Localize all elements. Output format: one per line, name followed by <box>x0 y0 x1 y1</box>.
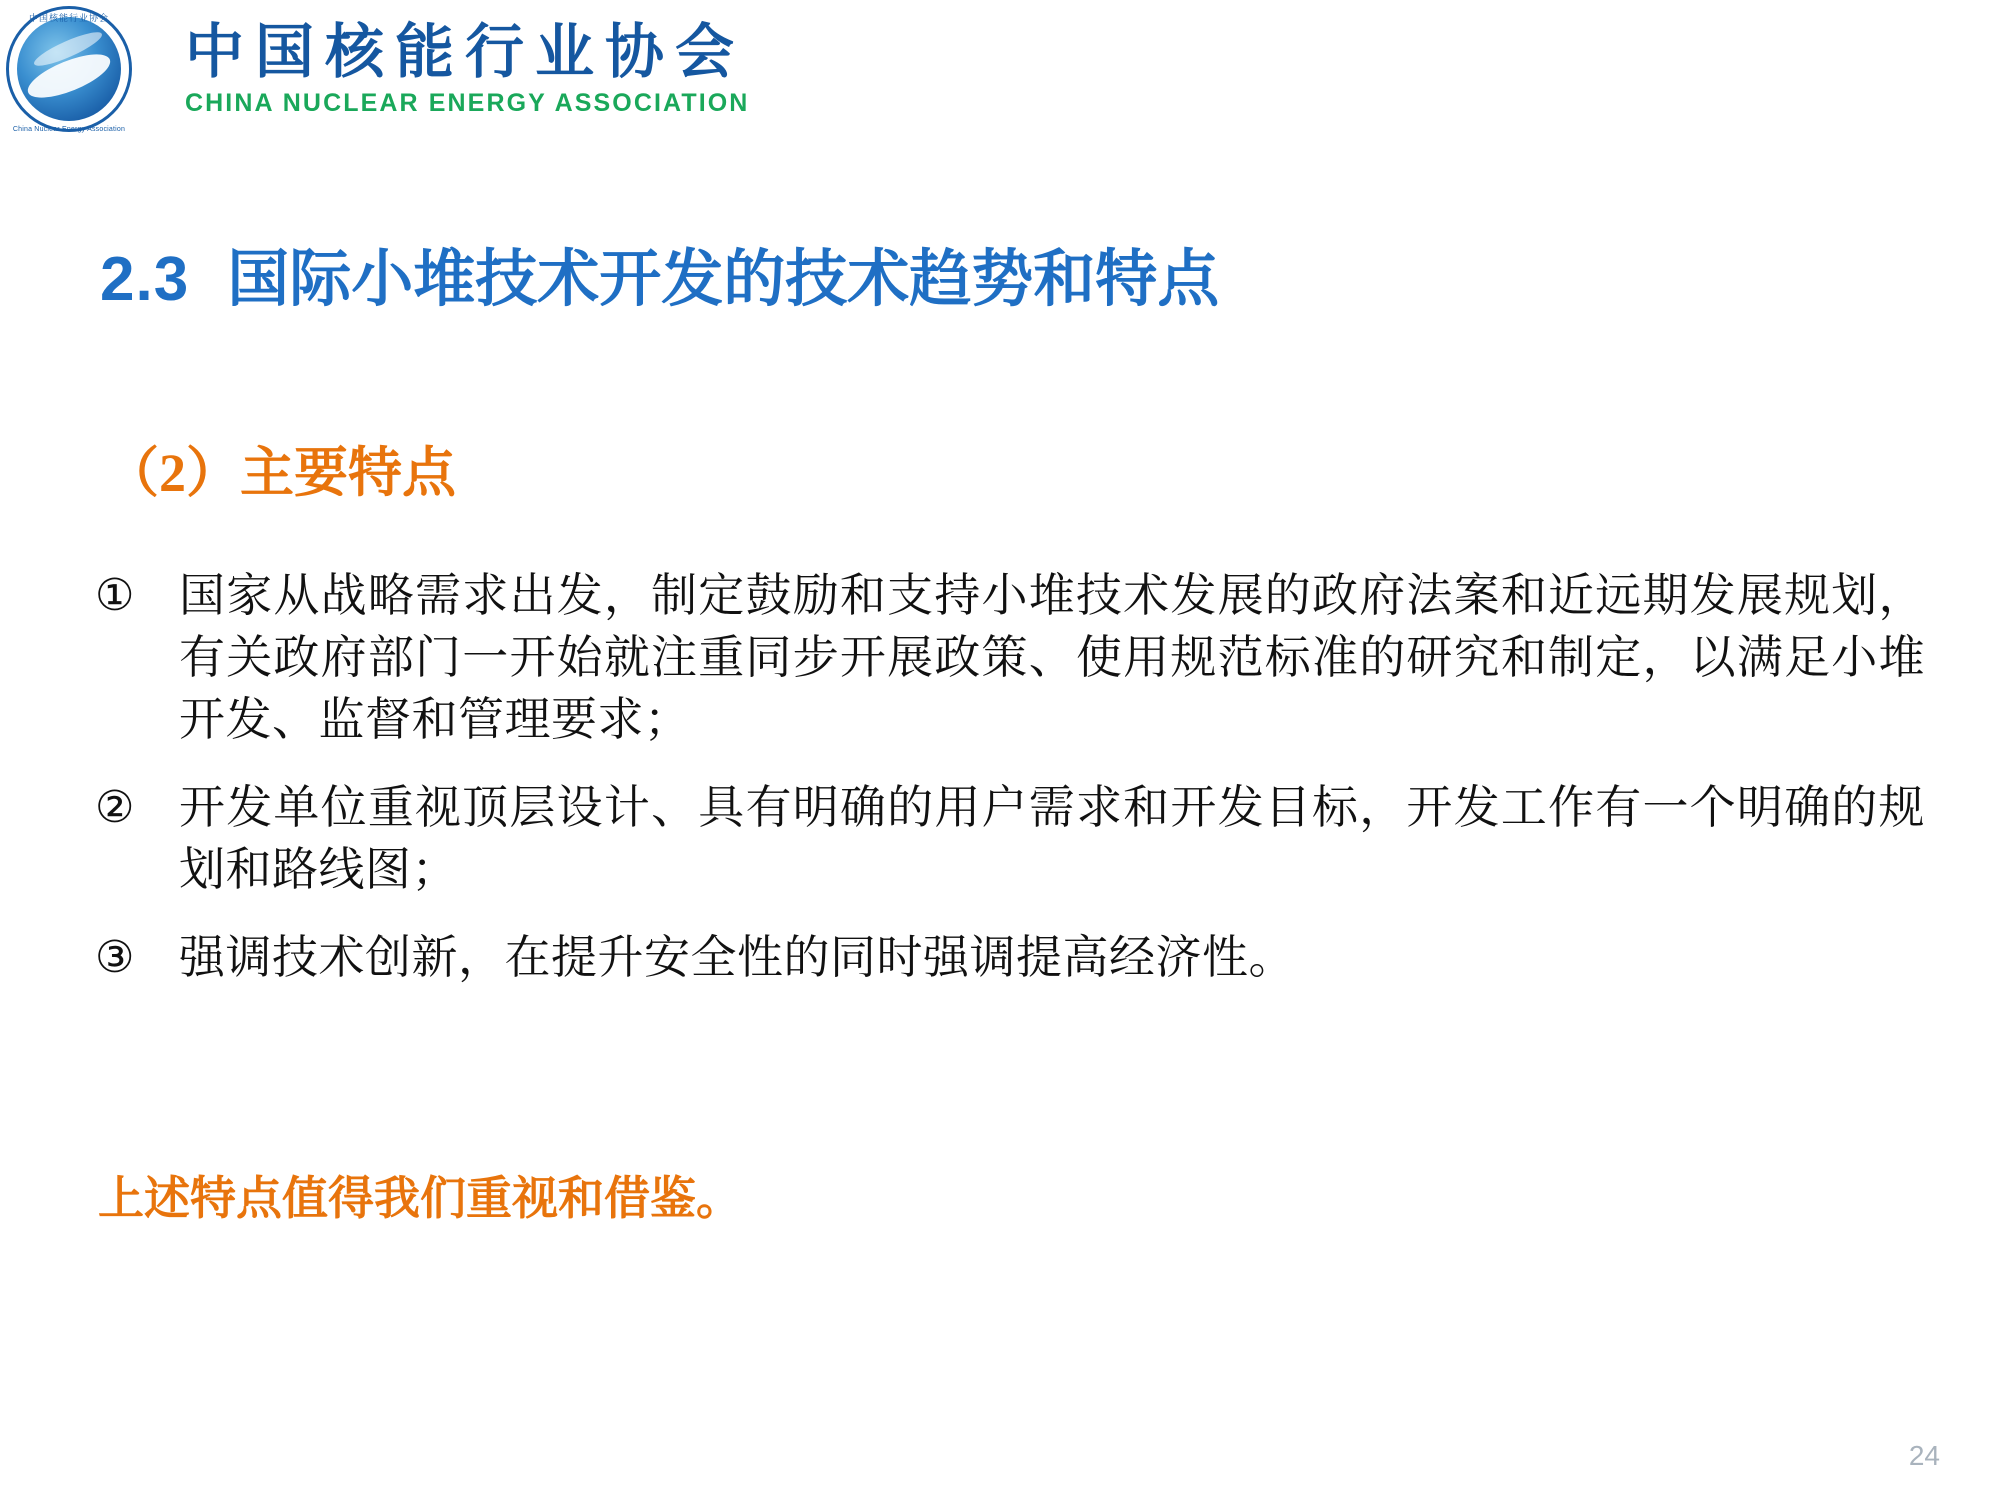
list-item-text: 国家从战略需求出发，制定鼓励和支持小堆技术发展的政府法案和近远期发展规划，有关政府部门一开始就注重同步开展政策、使用规范标准的研究和制定，以满足小堆开发、监督和管理要求； <box>179 570 1925 745</box>
closing-statement: 上述特点值得我们重视和借鉴。 <box>98 1172 742 1224</box>
list-item-marker: ② <box>95 783 135 832</box>
list-item-text: 开发单位重视顶层设计、具有明确的用户需求和开发目标，开发工作有一个明确的规划和路线图； <box>179 782 1925 895</box>
list-item <box>95 777 1925 901</box>
page-number: 24 <box>1908 1440 1940 1471</box>
list-item-marker: ① <box>95 571 135 620</box>
list-item <box>95 927 1925 989</box>
organization-name-en: CHINA NUCLEAR ENERGY ASSOCIATION <box>185 89 750 117</box>
slide-header <box>0 0 2000 160</box>
logo-ring-text-cn: 中国核能行业协会 <box>28 13 109 23</box>
list-item <box>95 565 1925 751</box>
nuclear-globe-logo-icon <box>6 6 136 136</box>
section-subtitle: （2）主要特点 <box>105 443 456 503</box>
logo-ring-text-en: China Nuclear Energy Association <box>12 126 126 133</box>
organization-name-cn: 中国核能行业协会 <box>185 19 746 85</box>
page-title <box>100 245 1219 315</box>
list-item-text: 强调技术创新，在提升安全性的同时强调提高经济性。 <box>179 932 1295 983</box>
page-title-text: 国际小堆技术开发的技术趋势和特点 <box>227 245 1220 314</box>
page-title-number: 2.3 <box>100 245 190 314</box>
list-item-marker: ③ <box>95 933 135 982</box>
feature-list <box>95 565 1925 1015</box>
logo-globe <box>17 17 121 121</box>
organization-name <box>185 20 749 118</box>
